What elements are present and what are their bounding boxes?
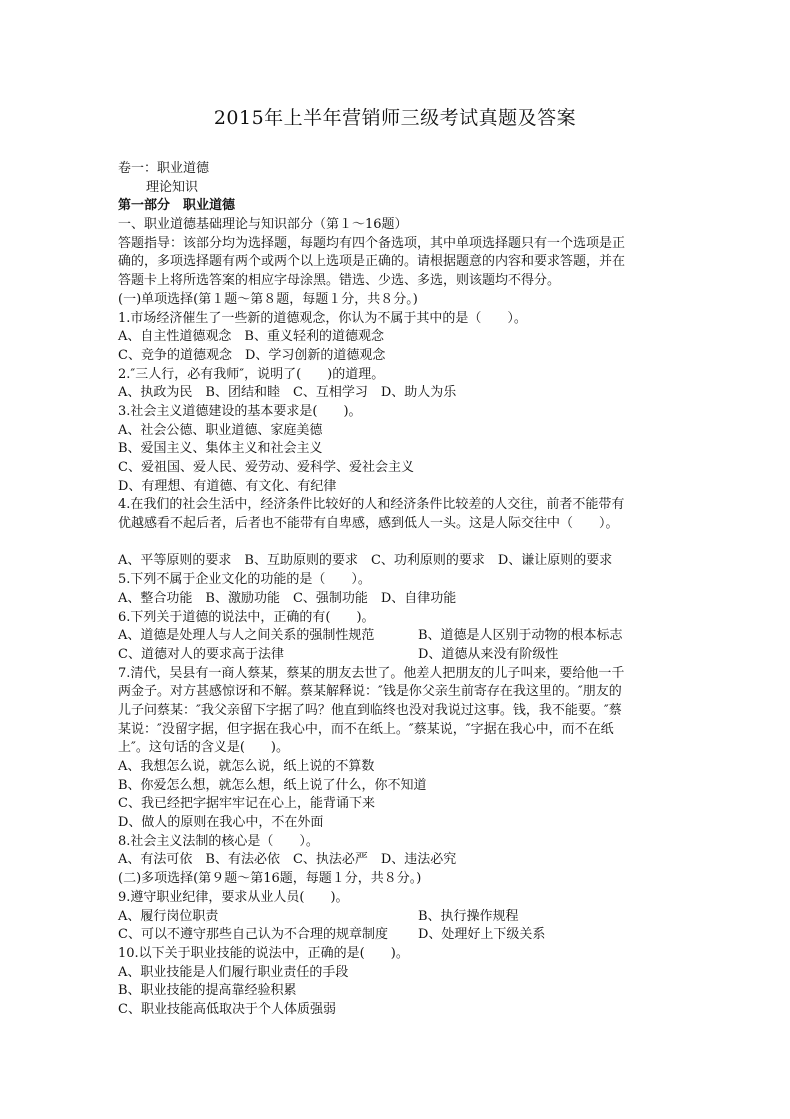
question-1: 1.市场经济催生了一些新的道德观念，你认为不属于其中的是（ ）。 (118, 310, 527, 326)
question-2-options: A、执政为民 B、团结和睦 C、互相学习 D、助人为乐 (118, 385, 457, 401)
question-10: 10.以下关于职业技能的说法中，正确的是( )。 (118, 945, 409, 961)
question-7-option-a: A、我想怎么说，就怎么说，纸上说的不算数 (118, 759, 375, 774)
question-3-option-a: A、社会公德、职业道德、家庭美德 (118, 422, 323, 438)
question-6-option-c: C、道德对人的要求高于法律 (118, 646, 284, 662)
question-7-line: 某说：″没留字据，但字据在我心中，而不在纸上。″蔡某说，″字据在我心中，而不在纸 (118, 721, 614, 737)
question-3-option-c: C、爱祖国、爱人民、爱劳动、爱科学、爱社会主义 (118, 460, 414, 475)
question-7-line: 上″。这句话的含义是( )。 (118, 740, 289, 756)
question-5: 5.下列不属于企业文化的功能的是（ ）。 (118, 572, 371, 588)
question-5-options: A、整合功能 B、激励功能 C、强制功能 D、自律功能 (118, 590, 457, 606)
question-6-option-b: B、道德是人区别于动物的根本标志 (418, 628, 623, 644)
multi-choice-heading: (二)多项选择(第９题～第16题，每题１分，共８分。) (118, 871, 422, 887)
question-4-line: 优越感看不起后者，后者也不能带有自卑感，感到低人一头。这是人际交往中（ ）。 (118, 516, 619, 532)
question-9-options-ab (118, 908, 678, 927)
question-9-options-cd (118, 926, 678, 945)
question-9-option-d: D、处理好上下级关系 (418, 927, 546, 943)
question-6: 6.下列关于道德的说法中，正确的有( )。 (118, 609, 375, 625)
question-6-options-ab (118, 627, 678, 646)
question-2: 2.″三人行，必有我师″，说明了( )的道理。 (118, 366, 385, 382)
question-7-line: 儿子问蔡某：″我父亲留下字据了吗？他直到临终也没对我说过这事。钱，我不能要。″蔡 (118, 702, 622, 718)
question-6-option-d: D、道德从来没有阶级性 (418, 646, 559, 662)
section-heading: 一、职业道德基础理论与知识部分（第１～16题） (118, 217, 408, 233)
question-3-option-d: D、有理想、有道德、有文化、有纪律 (118, 478, 337, 494)
question-7-option-b: B、你爱怎么想，就怎么想，纸上说了什么，你不知道 (118, 777, 427, 793)
instructions-line: 答题卡上将所选答案的相应字母涂黑。错选、少选、多选，则该题均不得分。 (118, 273, 561, 289)
part-heading: 第一部分 职业道德 (118, 198, 236, 214)
question-1-options-ab: A、自主性道德观念 B、重义轻利的道德观念 (118, 329, 384, 345)
question-7-line: 两金子。对方甚感惊讶和不解。蔡某解释说：″钱是你父亲生前寄存在我这里的。″朋友的 (118, 684, 622, 700)
question-7-option-c: C、我已经把字据牢牢记在心上，能背诵下来 (118, 796, 375, 812)
question-10-option-a: A、职业技能是人们履行职业责任的手段 (118, 964, 349, 980)
question-8: 8.社会主义法制的核心是（ ）。 (118, 833, 319, 849)
question-3: 3.社会主义道德建设的基本要求是( )。 (118, 403, 362, 419)
question-8-options: A、有法可依 B、有法必依 C、执法必严 D、违法必究 (118, 852, 457, 868)
instructions-line: 确的，多项选择题有两个或两个以上选项是正确的。请根据题意的内容和要求答题，并在 (118, 254, 626, 270)
question-4-options: A、平等原则的要求 B、互助原则的要求 C、功利原则的要求 D、谦让原则的要求 (118, 553, 613, 569)
question-1-options-cd: C、竞争的道德观念 D、学习创新的道德观念 (118, 347, 386, 363)
question-7-option-d: D、做人的原则在我心中，不在外面 (118, 815, 324, 831)
question-3-option-b: B、爱国主义、集体主义和社会主义 (118, 441, 323, 457)
question-9-option-c: C、可以不遵守那些自己认为不合理的规章制度 (118, 927, 388, 943)
question-9-option-a: A、履行岗位职责 (118, 908, 219, 924)
question-10-option-b: B、职业技能的提高靠经验积累 (118, 983, 297, 999)
question-10-option-c: C、职业技能高低取决于个人体质强弱 (118, 1001, 336, 1017)
volume-label: 卷一：职业道德 (118, 161, 210, 176)
instructions-line: 答题指导：该部分均为选择题，每题均有四个备选项，其中单项选择题只有一个选项是正 (118, 235, 626, 251)
document-body (118, 160, 678, 1020)
question-9: 9.遵守职业纪律，要求从业人员( )。 (118, 889, 349, 905)
question-6-option-a: A、道德是处理人与人之间关系的强制性规范 (118, 628, 375, 644)
volume-sub: 理论知识 (146, 179, 199, 195)
question-6-options-cd (118, 646, 678, 665)
question-7-line: 7.清代，吴县有一商人蔡某，蔡某的朋友去世了。他差人把朋友的儿子叫来，要给他一千 (118, 665, 625, 681)
single-choice-heading: (一)单项选择(第１题～第８题，每题１分，共８分。) (118, 291, 418, 307)
question-9-option-b: B、执行操作规程 (418, 908, 519, 924)
document-title: 2015年上半年营销师三级考试真题及答案 (213, 107, 577, 129)
blank-line (118, 534, 678, 553)
question-4-line: 4.在我们的社会生活中，经济条件比较好的人和经济条件比较差的人交往，前者不能带有 (118, 497, 625, 513)
